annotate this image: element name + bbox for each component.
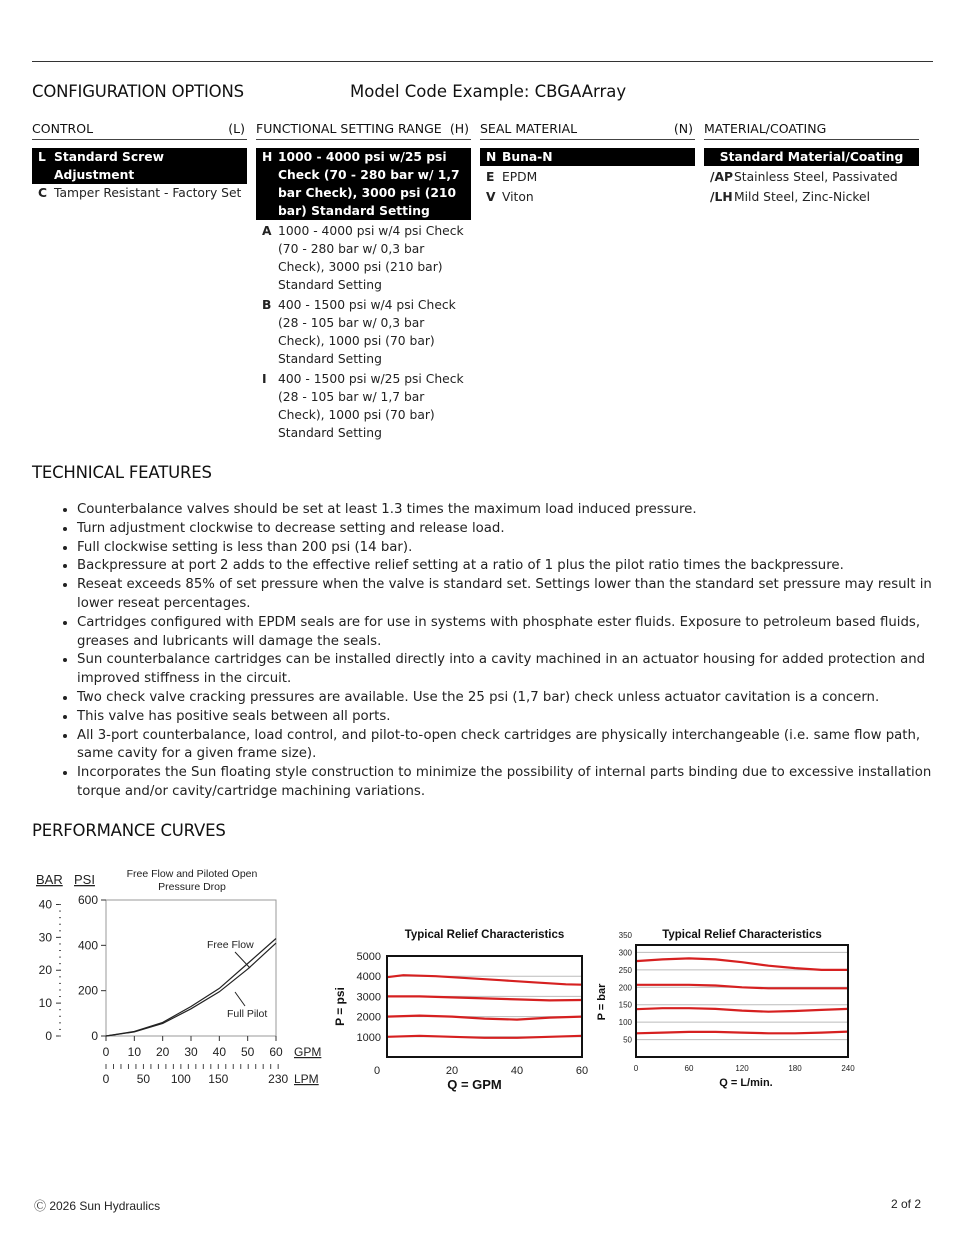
y-tick-label: 2000: [356, 1011, 381, 1024]
series-line-free-flow: [106, 939, 276, 1037]
x-tick-label-gpm: 60: [269, 1045, 283, 1059]
x-tick-label-lpm: 230: [268, 1072, 289, 1086]
option-I[interactable]: I 400 - 1500 psi w/25 psi Check (28 - 105 bar w/ 1,7 bar Check), 1000 psi (70 bar) Standard Setting: [262, 372, 464, 440]
annotation-full-pilot-leader: [235, 992, 245, 1006]
column-title: CONTROL: [32, 121, 94, 136]
list-item: • Reseat exceeds 85% of set pressure when the valve is standard set. Settings lower than the standard set pressure may result in lower reseat percentages.: [77, 576, 952, 614]
series-line-full-pilot: [106, 943, 276, 1036]
x-tick-label-gpm: 40: [212, 1045, 227, 1059]
features-list: [58, 501, 952, 802]
list-item: • Backpressure at port 2 adds to the effective relief setting at a ratio of 1 plus the pilot ratio times the backpressure.: [77, 557, 952, 576]
option-B[interactable]: B 400 - 1500 psi w/4 psi Check (28 - 105 bar w/ 0,3 bar Check), 1000 psi (70 bar) Standard Setting: [262, 298, 456, 366]
x-tick-label-lpm: 150: [208, 1072, 229, 1086]
column-header: [480, 121, 695, 140]
option-H[interactable]: H 1000 - 4000 psi w/25 psi Check (70 - 280 bar w/ 1,7 bar Check), 3000 psi (210 bar) Standard Setting: [256, 148, 471, 220]
y-tick-label: 350: [618, 931, 632, 940]
column-title: FUNCTIONAL SETTING RANGE: [256, 121, 442, 136]
x-tick-label: 180: [788, 1064, 802, 1073]
series-line-2: [387, 996, 582, 1000]
chart-title-line1: Free Flow and Piloted Open: [126, 868, 258, 880]
y-tick-label-psi: 400: [77, 938, 98, 953]
option-L[interactable]: L Standard Screw Adjustment: [32, 148, 247, 184]
performance-heading: PERFORMANCE CURVES: [32, 821, 226, 840]
y-tick-label-bar: 30: [38, 930, 52, 945]
setting-range-column: [256, 121, 471, 442]
x-tick-label-gpm: 0: [102, 1045, 110, 1059]
y-tick-label: 300: [618, 948, 632, 958]
column-code: (L): [228, 121, 245, 136]
y-tick-label: 250: [618, 965, 632, 975]
copyright: Ⓒ 2026 Sun Hydraulics: [34, 1199, 161, 1213]
x-tick-label: 60: [684, 1064, 694, 1073]
x-axis-label-gpm: GPM: [294, 1045, 322, 1059]
top-rule: [32, 61, 933, 62]
model-code: Model Code Example: CBGAArray: [350, 82, 627, 101]
config-heading: CONFIGURATION OPTIONS: [32, 82, 244, 101]
list-item: • Full clockwise setting is less than 200 psi (14 bar).: [77, 539, 952, 558]
series-line-4: [387, 1036, 582, 1038]
x-axis-label-lpm: LPM: [294, 1072, 319, 1086]
y-axis-label: P = bar: [596, 983, 608, 1021]
option-N[interactable]: N Buna-N: [480, 148, 695, 166]
y-axis-label-bar: BAR: [36, 872, 63, 887]
list-item: • Two check valve cracking pressures are available. Use the 25 psi (1,7 bar) check unless actuator cavitation is a concern.: [77, 689, 952, 708]
plot-frame: [387, 956, 582, 1057]
y-tick-label: 5000: [356, 951, 381, 963]
x-tick-label: 240: [841, 1064, 855, 1073]
x-tick-label-gpm: 30: [184, 1045, 198, 1059]
option-AP[interactable]: /AP Stainless Steel, Passivated: [710, 170, 898, 184]
features-heading: TECHNICAL FEATURES: [32, 463, 212, 482]
y-tick-label: 200: [618, 983, 632, 993]
column-header: [704, 121, 919, 140]
pressure-drop-chart: [30, 862, 335, 1097]
y-tick-label-bar: 10: [38, 996, 52, 1011]
option-A[interactable]: A 1000 - 4000 psi w/4 psi Check (70 - 280 bar w/ 0,3 bar Check), 3000 psi (210 bar) Standard Setting: [262, 224, 464, 292]
list-item: • Cartridges configured with EPDM seals are for use in systems with phosphate ester fluids. Exposure to petroleum based fluids, greases and lubricants will damage the seals.: [77, 614, 952, 652]
page-number: 2 of 2: [891, 1197, 922, 1211]
y-tick-label: 4000: [356, 971, 381, 984]
x-tick-label: 0: [373, 1065, 381, 1077]
x-tick-label: 0: [633, 1064, 639, 1073]
y-axis-label-psi: PSI: [74, 872, 95, 887]
list-item: • Counterbalance valves should be set at least 1.3 times the maximum load induced pressure.: [77, 501, 952, 520]
y-tick-label-bar: 40: [38, 897, 52, 912]
y-tick-label-psi: 600: [77, 893, 98, 907]
x-tick-label-gpm: 10: [127, 1045, 142, 1059]
y-tick-label-psi: 0: [91, 1029, 98, 1043]
y-tick-label-psi: 200: [77, 983, 98, 998]
column-header: [256, 121, 471, 140]
seal-material-column: [480, 121, 695, 206]
y-tick-label: 1000: [356, 1031, 381, 1044]
annotation-free-flow-leader: [235, 952, 250, 968]
x-tick-label: 40: [510, 1065, 524, 1077]
y-axis-label: P = psi: [333, 987, 347, 1026]
list-item: • Sun counterbalance cartridges can be installed directly into a cavity machined in an actuator housing for added protection and improved stiffness in the circuit.: [77, 651, 952, 689]
x-tick-label-lpm: 50: [136, 1072, 151, 1086]
y-tick-label: 100: [618, 1018, 632, 1028]
y-tick-label: 50: [623, 1035, 632, 1045]
x-tick-label: 20: [445, 1065, 459, 1077]
column-code: (N): [673, 121, 693, 136]
x-tick-label: 60: [575, 1065, 589, 1077]
control-column: [32, 121, 247, 202]
x-axis-label: Q = GPM: [447, 1077, 502, 1092]
relief-bar-chart: [592, 922, 857, 1097]
option-E[interactable]: E EPDM: [486, 170, 538, 184]
y-tick-label: 3000: [356, 991, 381, 1004]
x-tick-label-gpm: 20: [155, 1045, 170, 1059]
option-C[interactable]: C Tamper Resistant - Factory Set: [38, 186, 242, 200]
column-header: [32, 121, 247, 140]
x-tick-label: 120: [735, 1064, 749, 1073]
x-tick-label-lpm: 100: [170, 1072, 191, 1086]
chart-title: Typical Relief Characteristics: [662, 929, 822, 941]
x-axis-label: Q = L/min.: [719, 1077, 773, 1089]
option-LH[interactable]: /LH Mild Steel, Zinc-Nickel: [710, 190, 871, 204]
list-item: • Incorporates the Sun floating style construction to minimize the possibility of internal parts binding due to excessive installation torque and/or cavity/cartridge machining variations.: [77, 764, 952, 802]
option-V[interactable]: V Viton: [486, 190, 534, 204]
column-code: (H): [449, 121, 469, 136]
x-tick-label-lpm: 0: [102, 1072, 110, 1086]
chart-title: Typical Relief Characteristics: [404, 929, 565, 941]
annotation-free-flow: Free Flow: [207, 939, 254, 951]
list-item: • Turn adjustment clockwise to decrease setting and release load.: [77, 520, 952, 539]
option-standard-material[interactable]: Standard Material/Coating: [704, 148, 919, 166]
series-line-3: [636, 1008, 848, 1012]
column-title: SEAL MATERIAL: [480, 121, 578, 136]
chart-title-line2: Pressure Drop: [158, 881, 226, 893]
relief-psi-chart: [330, 922, 595, 1097]
series-line-4: [636, 1032, 848, 1034]
series-line-1: [636, 958, 848, 970]
y-tick-label-bar: 20: [38, 963, 52, 978]
column-title: MATERIAL/COATING: [704, 121, 827, 136]
annotation-full-pilot: Full Pilot: [227, 1008, 268, 1020]
y-tick-label-bar: 0: [45, 1029, 52, 1043]
y-tick-label: 150: [618, 1000, 632, 1010]
material-coating-column: [704, 121, 919, 206]
list-item: • All 3-port counterbalance, load control, and pilot-to-open check cartridges are physically interchangeable (i.e. same flow path, same cavity for a given frame size).: [77, 727, 952, 765]
list-item: • This valve has positive seals between all ports.: [77, 708, 952, 727]
x-tick-label-gpm: 50: [240, 1045, 255, 1059]
